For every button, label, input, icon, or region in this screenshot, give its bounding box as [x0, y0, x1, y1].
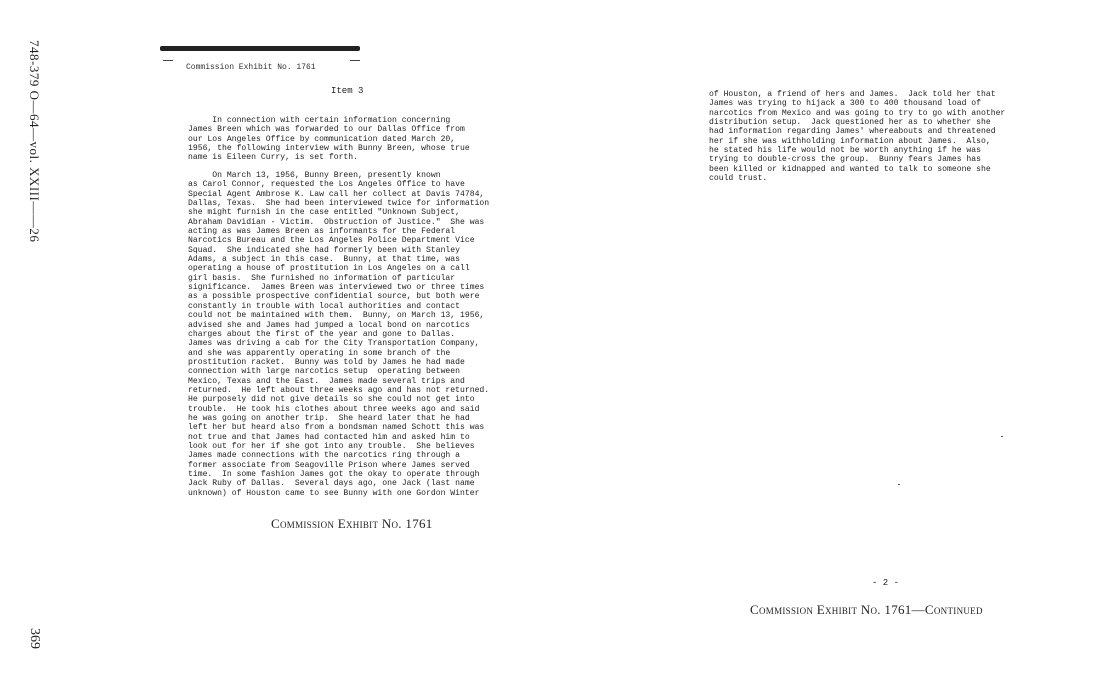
- top-rule: [160, 46, 360, 51]
- page-indicator: - 2 -: [872, 578, 900, 588]
- right-paragraph: of Houston, a friend of hers and James. Jack told her that James was trying to hijack a 300 to 400 thousand load of narcotics from Mexico and was going to try to go with another distribution setup. Jack questioned her as to whether she had information regarding James' whereabouts and threatened her if she was withholding information about James. Also, he stated his life would not be worth anything if he was trying to double-cross the group. Bunny fears James has been killed or kidnapped and wanted to talk to someone she could trust.: [709, 90, 1006, 184]
- left-paragraph-2: On March 13, 1956, Bunny Breen, presently known as Carol Connor, requested the Los Angeles Office to have Special Agent Ambrose K. Law call her collect at Davis 74784, Dallas, Texas. She had been interviewed twice for information she might furnish in the case entitled "Unknown Subject, Abraham Davidian - Victim. Obstruction of Justice." She was acting as was James Breen as informants for the Federal Narcotics Bureau and the Los Angeles Police Department Vice Squad. She indicated she had formerly been with Stanley Adams, a subject in this case. Bunny, at that time, was operating a house of prostitution in Los Angeles on a call girl basis. She furnished no information of particular significance. James Breen was interviewed two or three times as a possible prospective confidential source, but both were constantly in trouble with local authorities and contact could not be maintained with them. Bunny, on March 13, 1956, advised she and James had jumped a local bond on narcotics charges about the first of the year and gone to Dallas. James was driving a cab for the City Transportation Company, and she was apparently operating in some branch of the prostitution racket. Bunny was told by James he had made connection with large narcotics setup operating between Mexico, Texas and the East. James made several trips and returned. He left about three weeks ago and has not returned. He purposely did not give details so she could not get into trouble. He took his clothes about three weeks ago and said he was going on another trip. She heard later that he had left her but heard also from a bondsman named Schott this was not true and that James had contacted him and asked him to look out for her if she got into any trouble. She believes James made connections with the narcotics ring through a former associate from Seagoville Prison where James served time. In some fashion James got the okay to operate through Jack Ruby of Dallas. Several days ago, one Jack (last name unknown) of Houston came to see Bunny with one Gordon Winter: [188, 171, 490, 498]
- right-page-caption: Commission Exhibit No. 1761—Continued: [750, 602, 983, 617]
- left-page-caption: Commission Exhibit No. 1761: [271, 516, 433, 531]
- scan-speck: [1001, 436, 1003, 437]
- page-number: 369: [27, 628, 42, 649]
- scan-speck: [898, 484, 900, 485]
- exhibit-header: Commission Exhibit No. 1761: [186, 63, 316, 72]
- volume-margin-note: 748-379 O—64—vol. XXIII——26: [27, 40, 42, 243]
- top-tick-right: [350, 60, 360, 61]
- top-tick-left: [163, 60, 173, 61]
- left-paragraph-1: In connection with certain information concerning James Breen which was forwarded to our Dallas Office from our Los Angeles Office by communication dated March 20, 1956, the following interview with Bunny Breen, whose true name is Eileen Curry, is set forth.: [188, 116, 470, 163]
- item-label: Item 3: [331, 86, 364, 96]
